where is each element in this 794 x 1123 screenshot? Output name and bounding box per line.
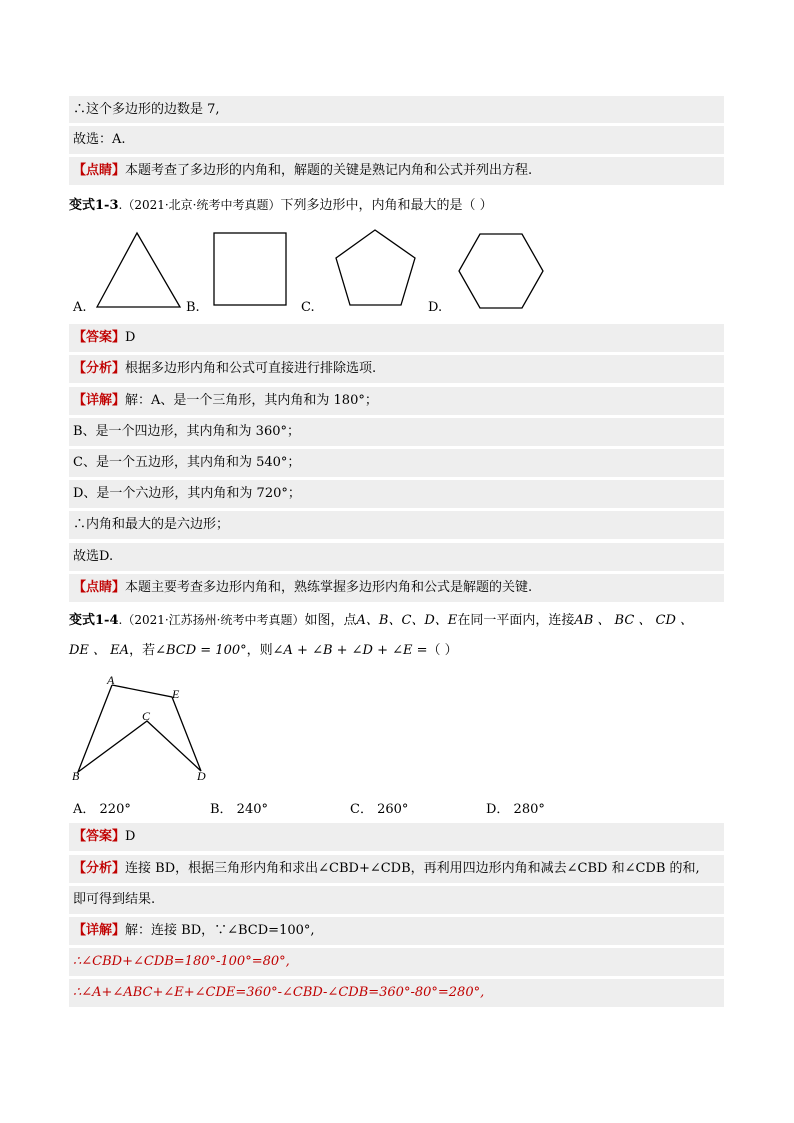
detail-tag: 【详解】 bbox=[73, 393, 126, 408]
q13-source: .（2021·北京·统考中考真题） bbox=[118, 198, 281, 212]
answer-tag: 【答案】 bbox=[73, 330, 126, 345]
note-text: 本题主要考查多边形内角和，熟练掌握多边形内角和公式是解题的关键. bbox=[125, 580, 533, 595]
q14-analysis-2 bbox=[69, 886, 724, 914]
top-line-2 bbox=[69, 126, 724, 154]
note-text: 本题考查了多边形的内角和，解题的关键是熟记内角和公式并列出方程. bbox=[125, 163, 533, 178]
q14-option-d: D． 280° bbox=[486, 802, 545, 817]
q14-paren: （ ） bbox=[427, 643, 458, 658]
q14-analysis-1 bbox=[69, 855, 724, 883]
detail-text: B、是一个四边形，其内角和为 360°； bbox=[73, 424, 300, 439]
q14-text: ，若 bbox=[129, 643, 156, 658]
point-a-label: A bbox=[107, 673, 115, 687]
q14-detail-3 bbox=[69, 979, 724, 1007]
q14-stem-line-2 bbox=[69, 641, 724, 661]
q14-option-b: B． 240° bbox=[210, 802, 268, 817]
pentagon-shape bbox=[336, 230, 415, 305]
q14-condition: ∠BCD = 100° bbox=[155, 643, 247, 658]
conclusion-text: ∴这个多边形的边数是 7, bbox=[73, 102, 220, 117]
q13-answer bbox=[69, 324, 724, 352]
q14-expression: ∠A + ∠B + ∠D + ∠E = bbox=[272, 643, 428, 658]
point-d-label: D bbox=[197, 769, 206, 783]
q13-option-b: B. bbox=[186, 300, 200, 315]
q13-label: 变式1-3 bbox=[69, 198, 119, 213]
analysis-tag: 【分析】 bbox=[73, 861, 126, 876]
q13-detail-3 bbox=[69, 449, 724, 477]
q14-points: A、B、C、D、E bbox=[356, 613, 458, 628]
detail-text: 解：A、是一个三角形，其内角和为 180°； bbox=[125, 393, 378, 408]
note-tag: 【点睛】 bbox=[73, 580, 126, 595]
detail-text: D、是一个六边形，其内角和为 720°； bbox=[73, 486, 301, 501]
detail-text: C、是一个五边形，其内角和为 540°； bbox=[73, 455, 301, 470]
q14-detail-2 bbox=[69, 948, 724, 976]
q13-detail-2 bbox=[69, 418, 724, 446]
q13-option-a: A. bbox=[73, 300, 87, 315]
q13-option-d: D. bbox=[428, 300, 443, 315]
q13-stem bbox=[69, 195, 724, 215]
top-line-3 bbox=[69, 157, 724, 185]
q14-detail-1 bbox=[69, 917, 724, 945]
detail-text: ∴∠CBD+∠CDB=180°-100°=80°, bbox=[73, 954, 290, 969]
detail-tag: 【详解】 bbox=[73, 923, 126, 938]
square-shape bbox=[214, 233, 286, 305]
point-b-label: B bbox=[72, 769, 80, 783]
q14-figure bbox=[65, 670, 225, 785]
q14-text: 在同一平面内，连接 bbox=[457, 613, 575, 628]
answer-tag: 【答案】 bbox=[73, 829, 126, 844]
q14-option-c: C． 260° bbox=[350, 802, 409, 817]
q14-source: .（2021·江苏扬州·统考中考真题） bbox=[118, 613, 305, 627]
detail-text: 故选D. bbox=[73, 549, 114, 564]
hexagon-shape bbox=[459, 234, 543, 308]
detail-text: ∴∠A+∠ABC+∠E+∠CDE=360°-∠CBD-∠CDB=360°-80°=280°, bbox=[73, 985, 485, 1000]
q13-option-c: C. bbox=[301, 300, 315, 315]
q14-text: 如图，点 bbox=[304, 613, 357, 628]
answer-value: D bbox=[125, 330, 136, 345]
analysis-text: 根据多边形内角和公式可直接进行排除选项. bbox=[125, 361, 377, 376]
answer-value: D bbox=[125, 829, 136, 844]
q13-note bbox=[69, 574, 724, 602]
q14-label: 变式1-4 bbox=[69, 613, 119, 628]
analysis-text: 连接 BD，根据三角形内角和求出∠CBD+∠CDB，再利用四边形内角和减去∠CBD 和∠CDB 的和, bbox=[125, 861, 700, 876]
analysis-text: 即可得到结果. bbox=[73, 892, 156, 907]
point-e-label: E bbox=[172, 687, 180, 701]
q13-detail-1 bbox=[69, 387, 724, 415]
q14-segments: AB 、 BC 、 CD 、 bbox=[574, 613, 694, 628]
q14-stem-line-1 bbox=[69, 610, 729, 630]
choice-text: 故选：A. bbox=[73, 132, 126, 147]
q13-analysis bbox=[69, 355, 724, 383]
q13-detail-4 bbox=[69, 480, 724, 508]
q14-answer bbox=[69, 823, 724, 851]
note-tag: 【点睛】 bbox=[73, 163, 126, 178]
q14-text: ，则 bbox=[246, 643, 273, 658]
q13-detail-6 bbox=[69, 543, 724, 571]
triangle-shape bbox=[97, 233, 180, 307]
q14-segments: DE 、 EA bbox=[69, 643, 130, 658]
detail-text: ∴内角和最大的是六边形； bbox=[73, 517, 230, 532]
analysis-tag: 【分析】 bbox=[73, 361, 126, 376]
detail-text: 解：连接 BD，∵∠BCD=100°, bbox=[125, 923, 315, 938]
q13-text: 下列多边形中，内角和最大的是（ ） bbox=[280, 198, 493, 213]
q13-detail-5 bbox=[69, 511, 724, 539]
pentagon-abcde bbox=[78, 685, 201, 772]
q14-option-a: A． 220° bbox=[73, 802, 131, 817]
top-line-1 bbox=[69, 96, 724, 123]
point-c-label: C bbox=[142, 709, 151, 723]
